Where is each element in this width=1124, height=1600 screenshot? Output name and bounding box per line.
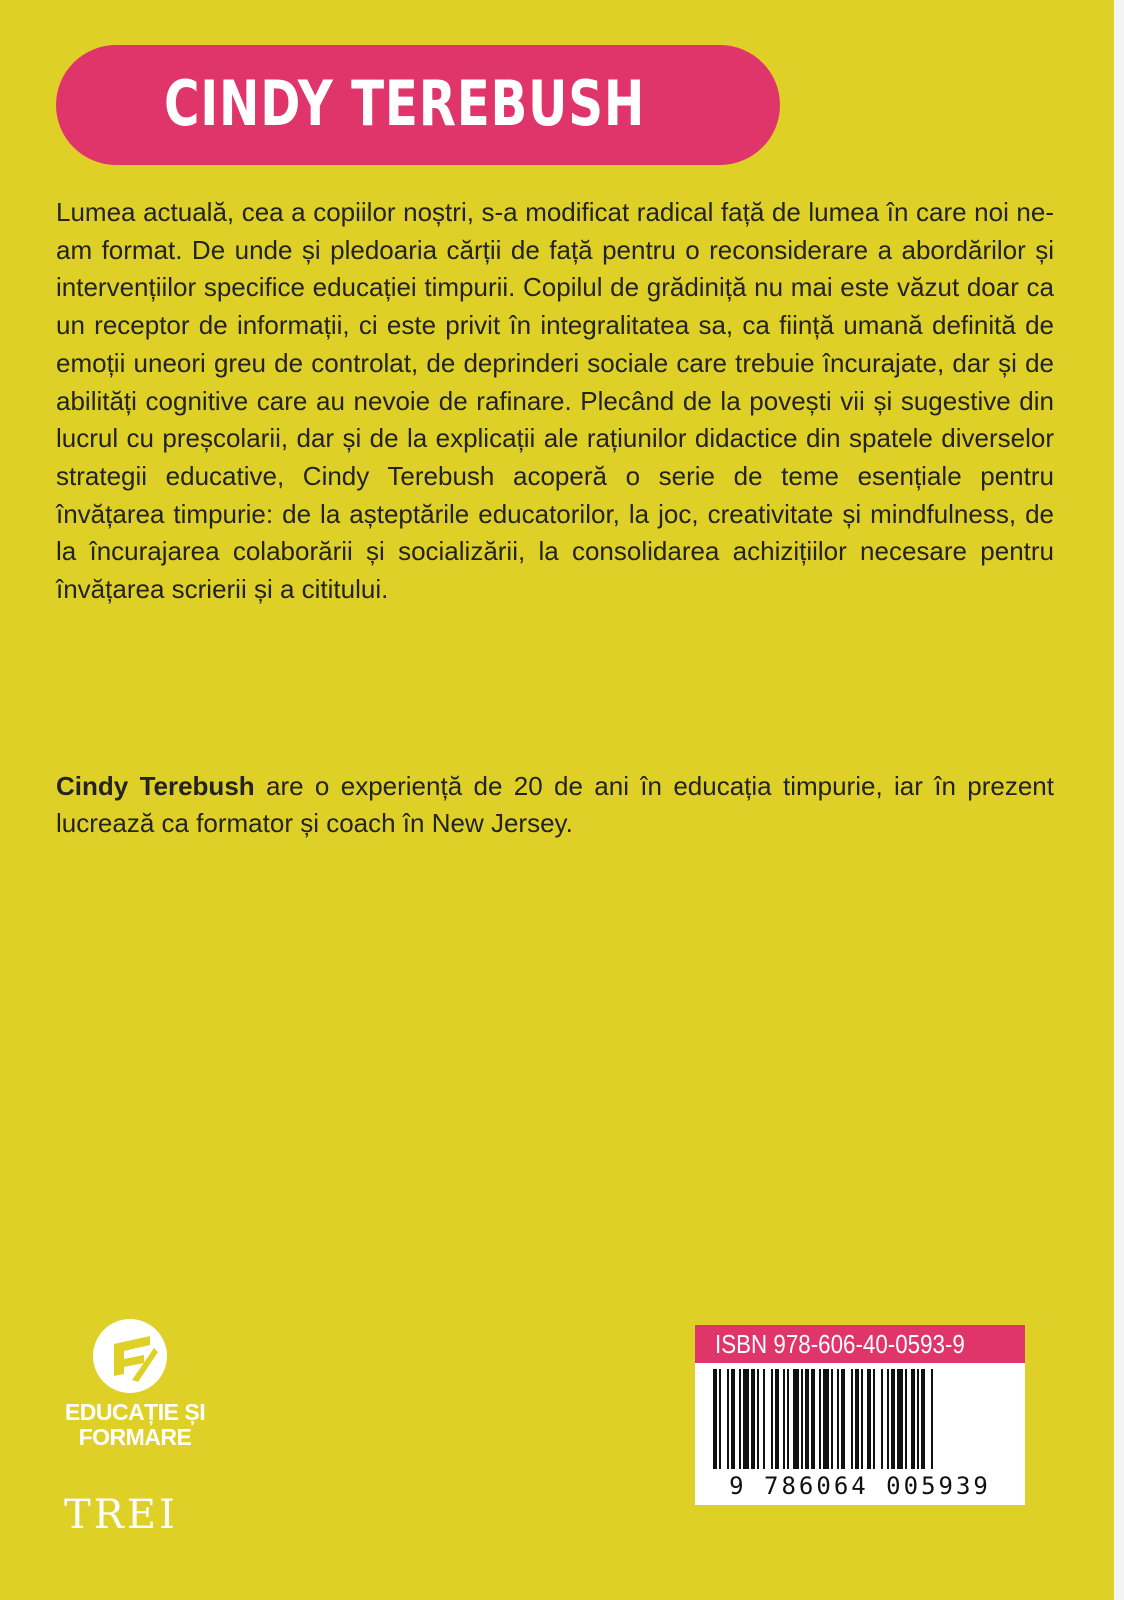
barcode-bar [743,1369,749,1469]
barcode-bar [831,1369,833,1469]
barcode-bar [891,1369,895,1469]
barcode-bar [841,1369,845,1469]
barcode-bar [763,1369,765,1469]
barcode-bar [771,1369,773,1469]
barcode-bar [739,1369,741,1469]
barcode-bar [819,1369,821,1469]
barcode-bar [873,1369,875,1469]
barcode-bar [921,1369,925,1469]
barcode-bar [757,1369,759,1469]
barcode-bar [911,1369,915,1469]
barcode-bar [783,1369,785,1469]
barcode-bar [811,1369,815,1469]
barcode-bar [805,1369,809,1469]
barcode-bar [851,1369,853,1469]
author-bio-text: are o experiență de 20 de ani în educația timpurie, iar în prezent lucrează ca formator și coach în New Jersey. [56,771,1054,838]
isbn-strip [695,1325,1025,1363]
barcode-bar [837,1369,839,1469]
barcode-bar [731,1369,735,1469]
barcode-bar [861,1369,863,1469]
barcode-bar [713,1369,717,1469]
author-name: CINDY TEREBUSH [164,67,646,140]
barcode-bar [905,1369,907,1469]
barcode-bar [855,1369,859,1469]
publisher-name: TREI [64,1492,178,1538]
author-banner [56,45,780,165]
barcode-area [695,1363,1025,1505]
barcode-bar [887,1369,889,1469]
barcode-bar [719,1369,721,1469]
author-bio-name: Cindy Terebush [56,771,255,801]
barcode-bar [917,1369,919,1469]
author-bio [56,768,1054,842]
book-description: Lumea actuală, cea a copiilor noștri, s-a modificat radical față de lumea în care noi ne-am format. De unde și pledoaria cărții de față pentru o reconsiderare a abordărilor și intervențiilor specifice educației timpurii. Copilul de grădiniță nu mai este văzut doar ca un receptor de informații, ci este privit în integralitatea sa, ca ființă umană definită de emoții uneori greu de controlat, de deprinderi sociale care trebuie încurajate, dar și de abilități cognitive care au nevoie de rafinare. Plecând de la povești vii și sugestive din lucrul cu preșcolarii, dar și de la explicații ale rațiunilor didactice din spatele diverselor strategii educative, Cindy Terebush acoperă o serie de teme esențiale pentru învățarea timpurie: de la așteptările educatorilor, la joc, creativitate și mindfulness, de la încurajarea colaborării și socializării, la consolidarea achizițiilor necesare pentru învățarea scrierii și a cititului. [56,197,1054,605]
barcode-bar [823,1369,829,1469]
barcode-box [695,1325,1025,1505]
barcode-bar [751,1369,755,1469]
series-name: EDUCAȚIE ȘI FORMARE [64,1399,206,1450]
barcode-bar [801,1369,803,1469]
barcode-bar [727,1369,729,1469]
barcode-digits: 9 786064 005939 [729,1472,991,1500]
barcode-bar [867,1369,871,1469]
publisher-logo-icon [92,1318,168,1394]
barcode-bar [897,1369,903,1469]
barcode-bars [695,1363,1025,1475]
barcode-bar [931,1369,933,1469]
isbn-label: ISBN 978-606-40-0593-9 [715,1329,965,1359]
barcode-bar [787,1369,789,1469]
barcode-bar [793,1369,799,1469]
barcode-bar [775,1369,779,1469]
barcode-bar [881,1369,883,1469]
